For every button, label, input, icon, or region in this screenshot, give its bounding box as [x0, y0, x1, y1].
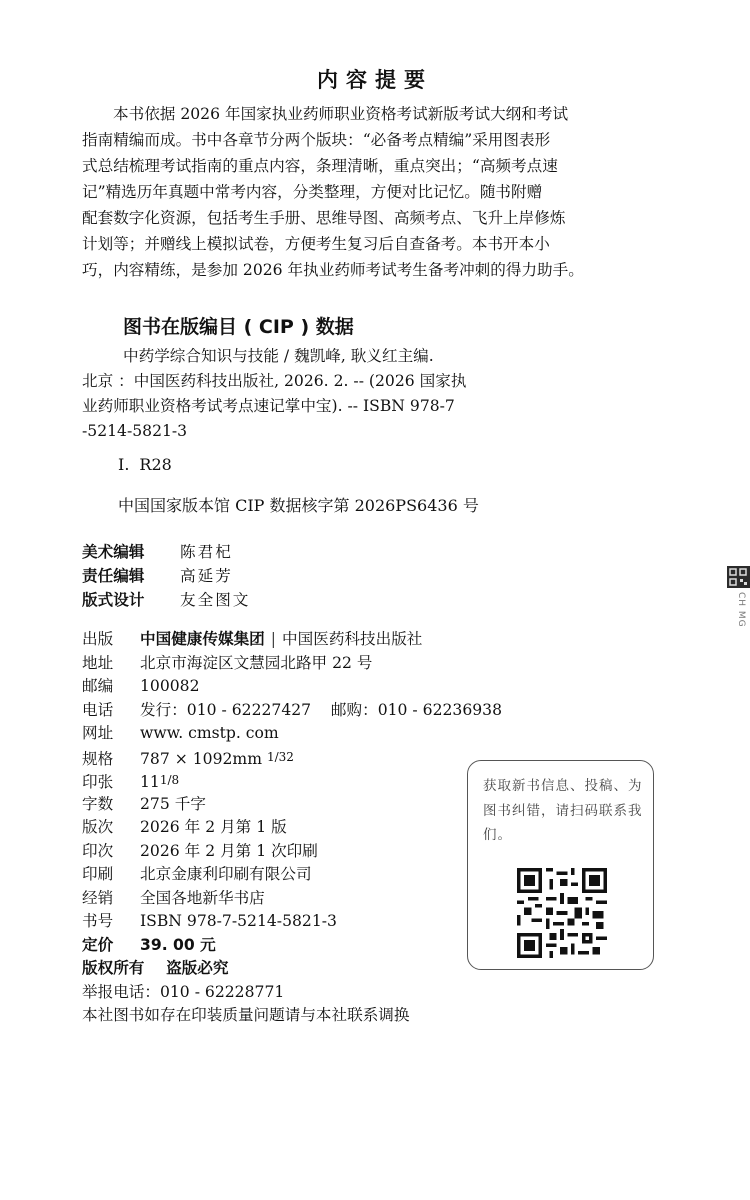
isbn-value: ISBN 978-7-5214-5821-3	[140, 912, 337, 930]
summary-line: 巧，内容精练，是参加 2026 年执业药师考试考生备考冲刺的得力助手。	[82, 261, 584, 279]
distributor-row	[82, 887, 502, 911]
phone-value: 发行：010 - 62227427 邮购：010 - 62236938	[140, 700, 503, 719]
staff-role: 美术编辑	[82, 543, 145, 561]
publisher-label: 出版	[82, 630, 114, 648]
cip-line: -5214-5821-3	[82, 422, 188, 440]
rights-notice: 版权所有 盗版必究	[82, 959, 229, 977]
cip-record	[82, 344, 642, 444]
distributor-label: 经销	[82, 888, 114, 907]
publication-info	[82, 628, 502, 1028]
quality-notice: 本社图书如存在印装质量问题请与本社联系调换	[82, 1006, 410, 1024]
format-label: 规格	[82, 749, 114, 768]
report-phone: 举报电话：010 - 62228771	[82, 982, 285, 1001]
printing-value: 2026 年 2 月第 1 次印刷	[140, 841, 318, 860]
summary-body	[82, 101, 668, 283]
website-value: www. cmstp. com	[140, 724, 279, 742]
postcode-row	[82, 675, 502, 699]
publisher-name: 中国医药科技出版社	[282, 630, 423, 648]
qr-code-icon	[727, 566, 750, 588]
cip-line: 中药学综合知识与技能 / 魏凯峰, 耿义红主编.	[123, 347, 434, 365]
printer-value: 北京金康利印刷有限公司	[140, 865, 312, 883]
publisher-separator: |	[270, 630, 277, 648]
staff-name: 友全图文	[180, 591, 251, 609]
edition-value: 2026 年 2 月第 1 版	[140, 818, 287, 836]
postcode-value: 100082	[140, 677, 200, 695]
staff-credits	[82, 540, 250, 612]
summary-title: 内容提要	[317, 68, 433, 92]
staff-row	[82, 540, 250, 564]
cip-line: 业药师职业资格考试考点速记掌中宝). -- ISBN 978-7	[82, 397, 455, 415]
printing-row	[82, 840, 502, 864]
staff-role: 责任编辑	[82, 567, 145, 585]
price-label: 定价	[82, 935, 114, 954]
words-label: 字数	[82, 794, 114, 813]
staff-name: 高延芳	[180, 567, 233, 585]
classification-roman: Ⅰ.	[118, 455, 130, 474]
side-mark-text: CH MG	[736, 592, 746, 628]
cip-core-number: 中国国家版本馆 CIP 数据核字第 2026PS6436 号	[118, 496, 479, 515]
isbn-label: 书号	[82, 912, 114, 930]
isbn-row	[82, 910, 502, 934]
qr-panel-text: 获取新书信息、投稿、为图书纠错，请扫码联系我们。	[483, 778, 643, 843]
staff-name: 陈君杞	[180, 543, 233, 561]
staff-role: 版式设计	[82, 591, 145, 609]
edition-label: 版次	[82, 818, 114, 836]
summary-line: 式总结梳理考试指南的重点内容，条理清晰，重点突出；“高频考点速	[82, 157, 558, 175]
summary-line: 配套数字化资源，包括考生手册、思维导图、高频考点、飞升上岸修炼	[82, 209, 566, 227]
distributor-value: 全国各地新华书店	[140, 888, 265, 907]
address-value: 北京市海淀区文慧园北路甲 22 号	[140, 653, 373, 672]
website-row	[82, 722, 502, 746]
cip-line: 北京 ：中国医药科技出版社, 2026. 2. -- (2026 国家执	[82, 372, 467, 390]
publisher-group: 中国健康传媒集团	[140, 630, 265, 648]
format-row	[82, 746, 502, 770]
sheets-value: 11	[140, 773, 160, 791]
edition-row	[82, 816, 502, 840]
sheets-fraction: 1/8	[159, 773, 180, 787]
phone-label: 电话	[82, 700, 114, 719]
sheets-row	[82, 769, 502, 793]
summary-line: 本书依据 2026 年国家执业药师职业资格考试新版考试大纲和考试	[113, 105, 569, 123]
publisher-row	[82, 628, 502, 652]
words-row	[82, 793, 502, 817]
side-qr-badge	[727, 566, 750, 588]
price-value: 39. 00 元	[140, 935, 216, 954]
qr-code-icon[interactable]	[517, 868, 607, 958]
classification-code: R28	[139, 455, 172, 474]
summary-line: 指南精编而成。书中各章节分两个版块：“必备考点精编”采用图表形	[82, 131, 551, 149]
summary-line: 记”精选历年真题中常考内容，分类整理，方便对比记忆。随书附赠	[82, 183, 543, 201]
format-fraction: 1/32	[266, 749, 294, 764]
staff-row	[82, 564, 250, 588]
postcode-label: 邮编	[82, 677, 114, 695]
format-value: 787 × 1092mm	[140, 749, 263, 768]
printing-label: 印次	[82, 841, 114, 860]
price-row	[82, 934, 502, 958]
printer-row	[82, 863, 502, 887]
cip-heading: 图书在版编目 ( CIP ) 数据	[123, 316, 354, 338]
sheets-label: 印张	[82, 773, 114, 791]
qr-panel	[467, 760, 654, 970]
summary-line: 计划等；并赠线上模拟试卷，方便考生复习后自查备考。本书开本小	[82, 235, 550, 253]
staff-row	[82, 588, 250, 612]
cip-classification	[118, 455, 172, 474]
website-label: 网址	[82, 724, 114, 742]
phone-row	[82, 699, 502, 723]
words-value: 275 千字	[140, 794, 206, 813]
printer-label: 印刷	[82, 865, 114, 883]
address-row	[82, 652, 502, 676]
address-label: 地址	[82, 653, 114, 672]
